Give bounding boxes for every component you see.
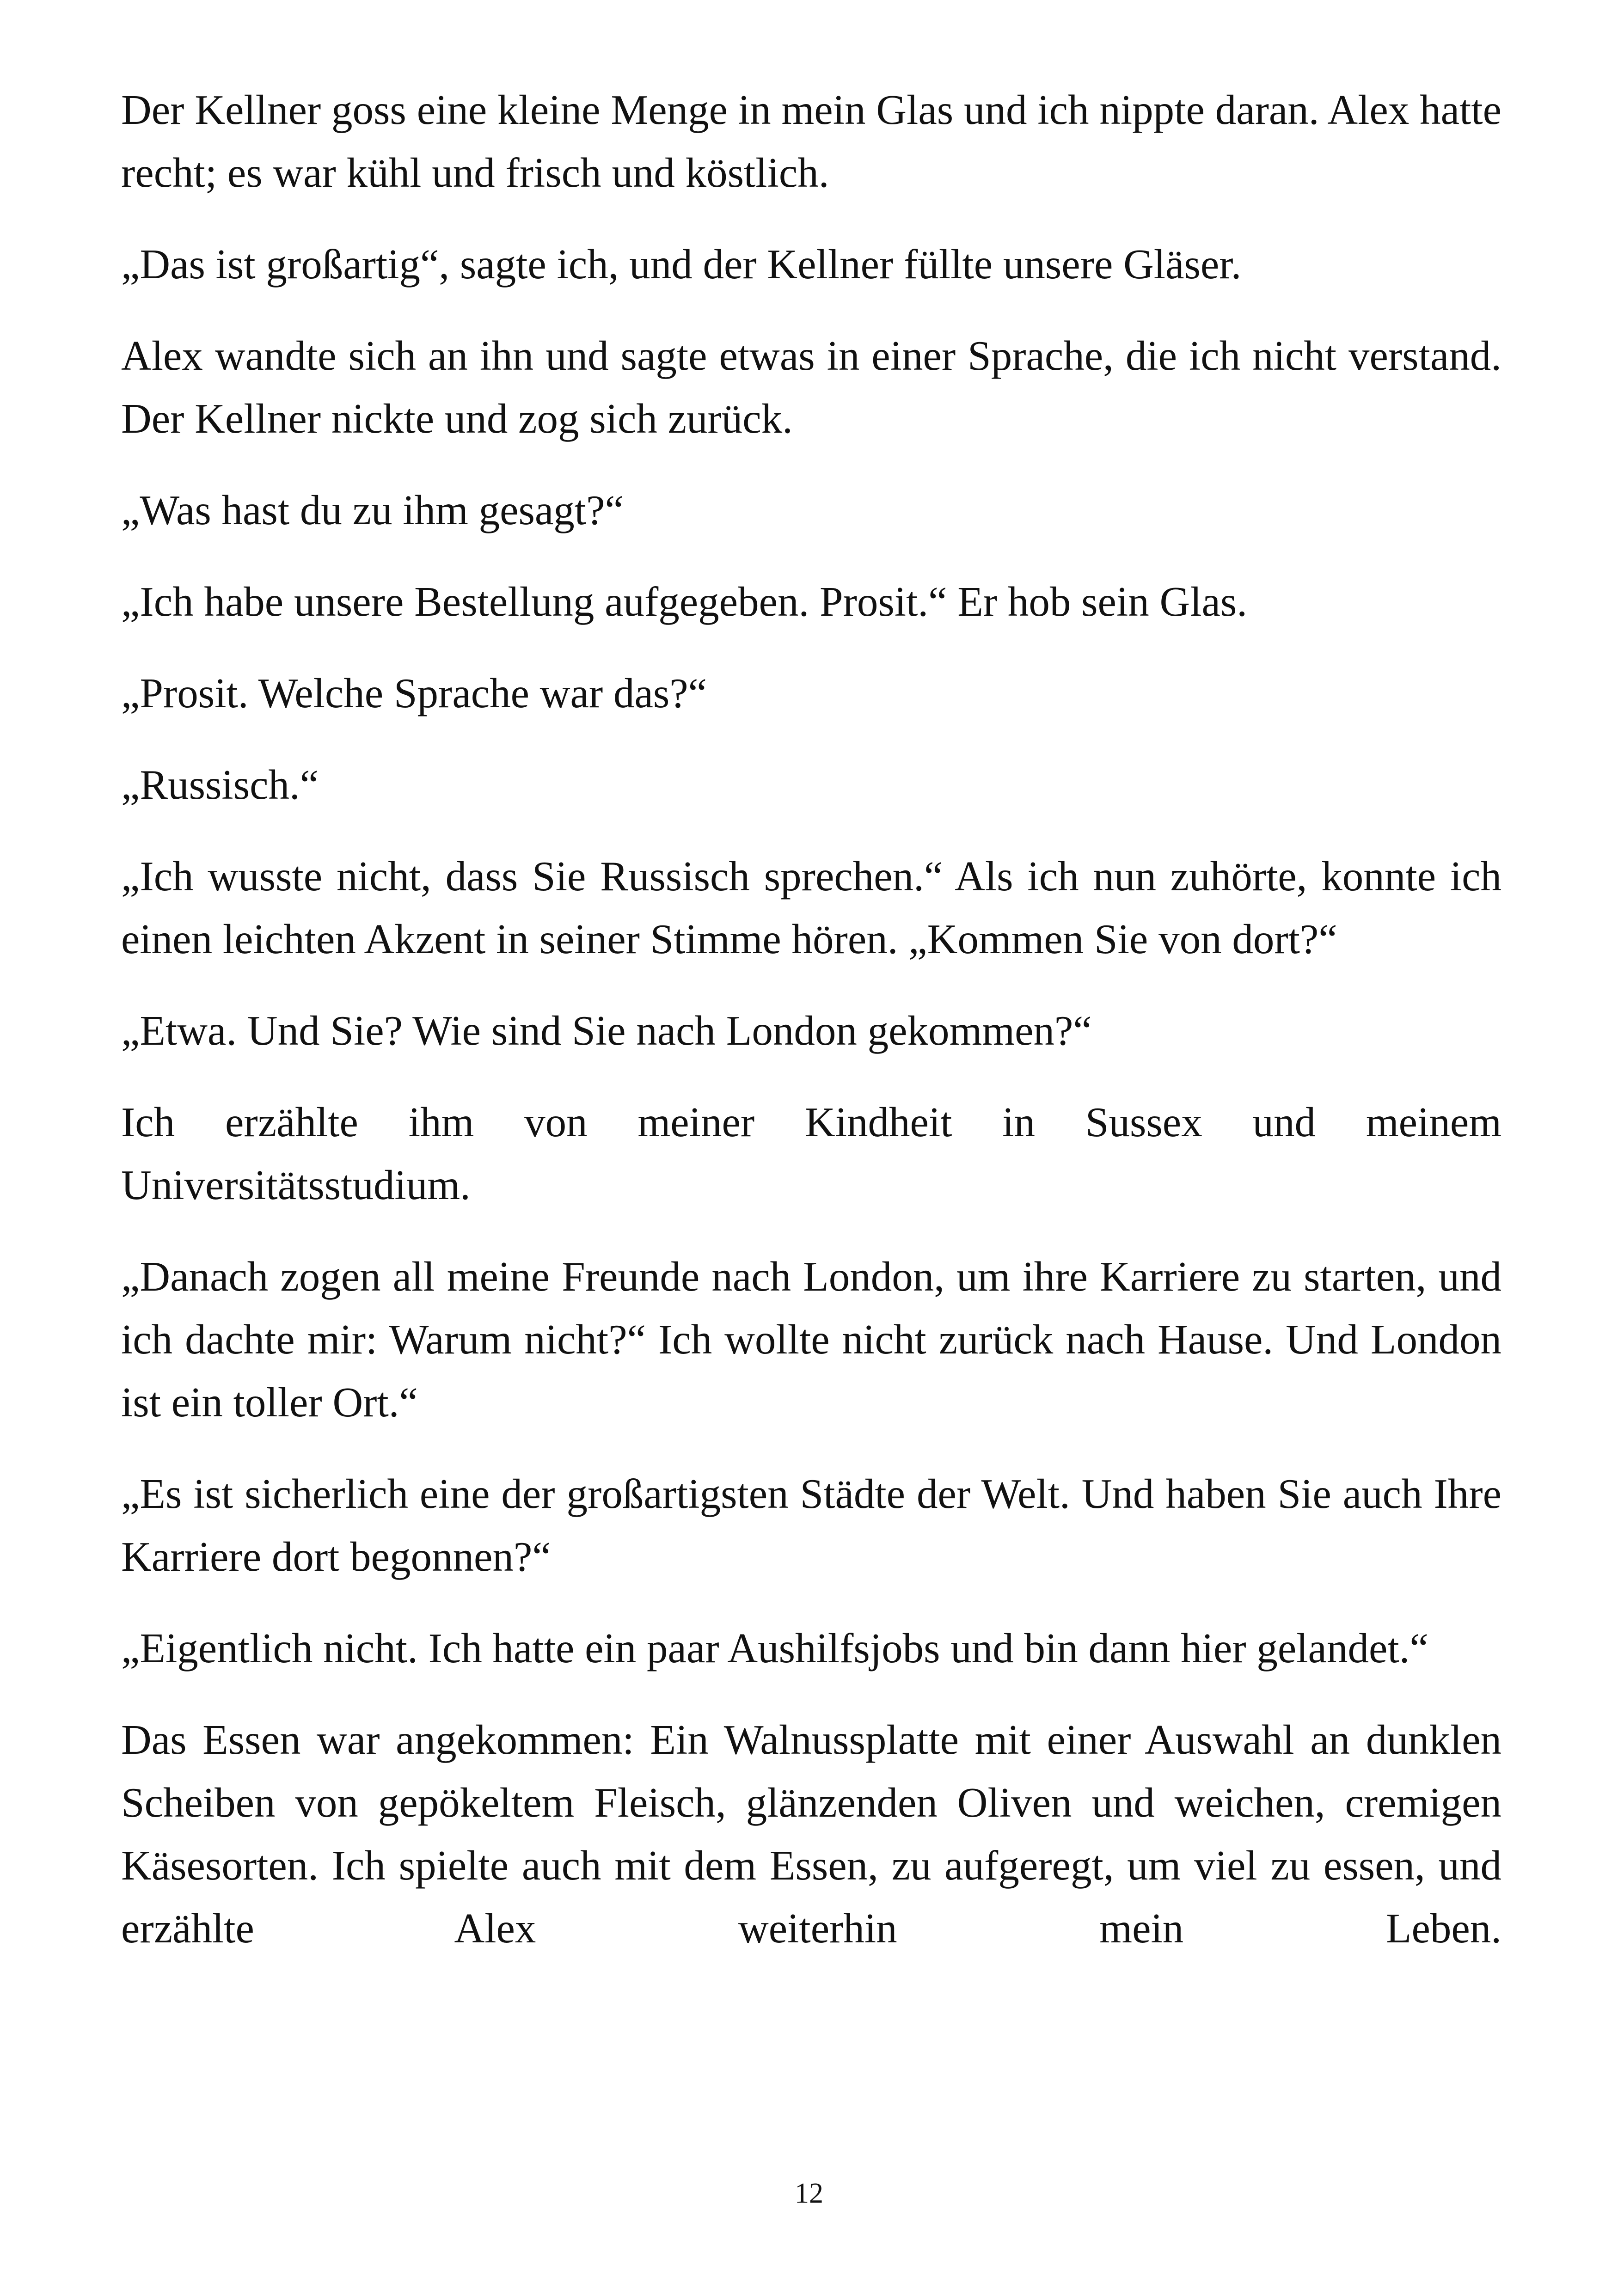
paragraph: „Ich habe unsere Bestellung aufgegeben. Prosit.“ Er hob sein Glas. bbox=[121, 578, 1248, 625]
paragraph: „Danach zogen all meine Freunde nach London, um ihre Karriere zu starten, und ich dachte mir: Warum nicht?“ Ich wollte nicht zurück nach Hause. Und London ist ein toller Ort.“ bbox=[121, 1253, 1502, 1426]
paragraph: „Russisch.“ bbox=[121, 761, 319, 808]
page-number: 12 bbox=[795, 2178, 823, 2209]
paragraph: „Etwa. Und Sie? Wie sind Sie nach London gekommen?“ bbox=[121, 1007, 1092, 1054]
paragraph: „Es ist sicherlich eine der großartigsten Städte der Welt. Und haben Sie auch Ihre Karriere dort begonnen?“ bbox=[121, 1470, 1502, 1580]
paragraph: „Ich wusste nicht, dass Sie Russisch sprechen.“ Als ich nun zuhörte, konnte ich einen leichten Akzent in seiner Stimme hören. „Kommen Sie von dort?“ bbox=[121, 853, 1502, 962]
body-text bbox=[121, 79, 1502, 1989]
paragraph: „Eigentlich nicht. Ich hatte ein paar Aushilfsjobs und bin dann hier gelandet.“ bbox=[121, 1625, 1428, 1671]
paragraph: „Was hast du zu ihm gesagt?“ bbox=[121, 487, 624, 533]
paragraph: „Das ist großartig“, sagte ich, und der Kellner füllte unsere Gläser. bbox=[121, 241, 1242, 288]
paragraph: „Prosit. Welche Sprache war das?“ bbox=[121, 670, 707, 716]
paragraph: Alex wandte sich an ihn und sagte etwas in einer Sprache, die ich nicht verstand. Der Kellner nickte und zog sich zurück. bbox=[121, 332, 1502, 442]
paragraph: Der Kellner goss eine kleine Menge in mein Glas und ich nippte daran. Alex hatte recht; es war kühl und frisch und köstlich. bbox=[121, 86, 1502, 196]
paragraph: Ich erzählte ihm von meiner Kindheit in Sussex und meinem Universitätsstudium. bbox=[121, 1099, 1502, 1208]
paragraph: Das Essen war angekommen: Ein Walnussplatte mit einer Auswahl an dunklen Scheiben von gepökeltem Fleisch, glänzenden Oliven und weichen, cremigen Käsesorten. Ich spielte auch mit dem Essen, zu aufgeregt, um viel zu essen, und erzählte Alex weiterhin mein Leben. bbox=[121, 1716, 1502, 1952]
